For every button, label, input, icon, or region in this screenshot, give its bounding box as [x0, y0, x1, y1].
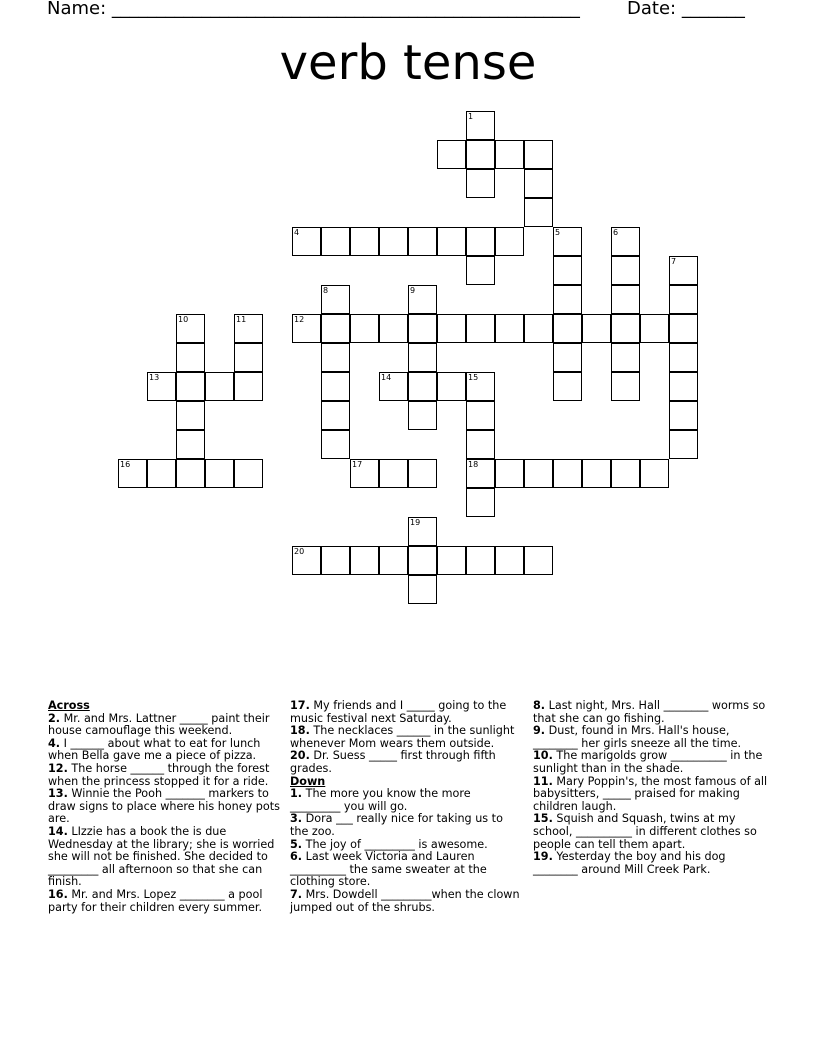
crossword-cell[interactable]: [321, 285, 350, 314]
clue-down-7: 7. Mrs. Dowdell _________when the clown jumped out of the shrubs.: [290, 887, 520, 914]
crossword-cell[interactable]: [292, 227, 321, 256]
crossword-cell[interactable]: [321, 430, 350, 459]
crossword-cell[interactable]: [321, 372, 350, 401]
clue-down-11: 11. Mary Poppin's, the most famous of all babysitters, _____ praised for making children laugh.: [533, 774, 768, 813]
clue-number: 10: [178, 315, 189, 324]
crossword-cell[interactable]: [524, 169, 553, 198]
crossword-cell[interactable]: [321, 314, 350, 343]
crossword-cell[interactable]: [147, 459, 176, 488]
crossword-cell[interactable]: [437, 140, 466, 169]
crossword-cell[interactable]: [582, 314, 611, 343]
page-title: verb tense: [279, 35, 537, 91]
crossword-cell[interactable]: [466, 227, 495, 256]
crossword-cell[interactable]: [524, 459, 553, 488]
crossword-cell[interactable]: [669, 285, 698, 314]
crossword-cell[interactable]: [234, 314, 263, 343]
crossword-cell[interactable]: [321, 227, 350, 256]
crossword-cell[interactable]: [234, 459, 263, 488]
clue-number: 14: [381, 373, 392, 382]
crossword-cell[interactable]: [466, 140, 495, 169]
clue-down-10: 10. The marigolds grow __________ in the sunlight than in the shade.: [533, 749, 763, 775]
crossword-cell[interactable]: [640, 459, 669, 488]
clue-number: 8: [323, 286, 329, 295]
crossword-cell[interactable]: [669, 314, 698, 343]
crossword-cell[interactable]: [292, 546, 321, 575]
crossword-cell[interactable]: [553, 256, 582, 285]
clue-number: 5: [555, 228, 561, 237]
crossword-cell[interactable]: [176, 459, 205, 488]
crossword-cell[interactable]: [408, 227, 437, 256]
crossword-cell[interactable]: [524, 140, 553, 169]
crossword-cell[interactable]: [611, 285, 640, 314]
clue-across-16: 16. Mr. and Mrs. Lopez ________ a pool party for their children every summer.: [48, 887, 263, 914]
clue-across-13: 13. Winnie the Pooh _______ markers to draw signs to place where his honey pots are.: [48, 787, 280, 826]
crossword-cell[interactable]: [379, 314, 408, 343]
crossword-cell[interactable]: [147, 372, 176, 401]
crossword-cell[interactable]: [234, 343, 263, 372]
date-label: Date:: [627, 0, 677, 19]
name-label: Name:: [47, 0, 107, 19]
crossword-cell[interactable]: [553, 314, 582, 343]
clue-down-19: 19. Yesterday the boy and his dog ________ around Mill Creek Park.: [533, 850, 726, 876]
clues-column-3: [533, 700, 773, 876]
clue-down-3: 3. Dora ___ really nice for taking us to the zoo.: [290, 812, 503, 838]
clue-number: 4: [294, 228, 300, 237]
crossword-cell[interactable]: [350, 546, 379, 575]
crossword-cell[interactable]: [437, 314, 466, 343]
crossword-cell[interactable]: [176, 401, 205, 430]
crossword-cell[interactable]: [408, 285, 437, 314]
crossword-cell[interactable]: [350, 459, 379, 488]
clue-number: 12: [294, 315, 305, 324]
crossword-cell[interactable]: [408, 546, 437, 575]
clue-number: 20: [294, 547, 305, 556]
crossword-cell[interactable]: [408, 517, 437, 546]
crossword-cell[interactable]: [176, 343, 205, 372]
crossword-cell[interactable]: [553, 227, 582, 256]
crossword-cell[interactable]: [611, 314, 640, 343]
clues-column-1: [48, 700, 282, 914]
clue-number: 13: [149, 373, 160, 382]
crossword-cell[interactable]: [669, 256, 698, 285]
clue-across-12: 12. The horse ______ through the forest when the princess stopped it for a ride.: [48, 761, 270, 788]
clue-down-5: 5. The joy of _________ is awesome.: [290, 837, 488, 851]
crossword-cell[interactable]: [611, 343, 640, 372]
crossword-cell[interactable]: [176, 314, 205, 343]
crossword-cell[interactable]: [437, 546, 466, 575]
clue-across-20: 20. Dr. Suess _____ first through fifth grades.: [290, 749, 496, 775]
crossword-cell[interactable]: [176, 372, 205, 401]
clue-number: 19: [410, 518, 421, 527]
name-line: ____________________________________________________: [111, 0, 580, 19]
clue-number: 9: [410, 286, 416, 295]
crossword-cell[interactable]: [611, 459, 640, 488]
crossword-cell[interactable]: [379, 372, 408, 401]
crossword-cell[interactable]: [350, 227, 379, 256]
crossword-cell[interactable]: [466, 401, 495, 430]
clue-down-8: 8. Last night, Mrs. Hall ________ worms so that she can go fishing.: [533, 699, 766, 725]
clue-number: 18: [468, 460, 479, 469]
crossword-cell[interactable]: [379, 546, 408, 575]
crossword-cell[interactable]: [495, 140, 524, 169]
crossword-cell[interactable]: [669, 401, 698, 430]
crossword-cell[interactable]: [611, 372, 640, 401]
crossword-cell[interactable]: [553, 285, 582, 314]
crossword-cell[interactable]: [611, 256, 640, 285]
crossword-cell[interactable]: [205, 459, 234, 488]
crossword-cell[interactable]: [408, 459, 437, 488]
clue-across-4: 4. I ______ about what to eat for lunch when Bella gave me a piece of pizza.: [48, 736, 261, 763]
crossword-cell[interactable]: [495, 227, 524, 256]
crossword-cell[interactable]: [495, 459, 524, 488]
clue-across-18: 18. The necklaces ______ in the sunlight whenever Mom wears them outside.: [290, 724, 515, 750]
clue-number: 6: [613, 228, 619, 237]
clue-across-17: 17. My friends and I _____ going to the music festival next Saturday.: [290, 699, 507, 725]
crossword-cell[interactable]: [524, 546, 553, 575]
clue-number: 11: [236, 315, 247, 324]
crossword-cell[interactable]: [466, 314, 495, 343]
crossword-cell[interactable]: [408, 314, 437, 343]
crossword-cell[interactable]: [495, 546, 524, 575]
crossword-cell[interactable]: [437, 372, 466, 401]
crossword-cell[interactable]: [408, 372, 437, 401]
crossword-cell[interactable]: [669, 343, 698, 372]
crossword-cell[interactable]: [582, 459, 611, 488]
crossword-cell[interactable]: [408, 343, 437, 372]
clue-number: 7: [671, 257, 677, 266]
clue-down-6: 6. Last week Victoria and Lauren __________ the same sweater at the clothing store.: [290, 850, 487, 889]
clue-number: 15: [468, 373, 479, 382]
clue-down-15: 15. Squish and Squash, twins at my school, __________ in different clothes so people can tell them apart.: [533, 812, 757, 851]
across-heading: Across: [48, 699, 90, 712]
clue-down-9: 9. Dust, found in Mrs. Hall's house, ________ her girls sneeze all the time.: [533, 724, 742, 750]
crossword-cell[interactable]: [466, 372, 495, 401]
crossword-cell[interactable]: [669, 430, 698, 459]
crossword-cell[interactable]: [611, 227, 640, 256]
crossword-cell[interactable]: [321, 343, 350, 372]
crossword-cell[interactable]: [553, 343, 582, 372]
crossword-cell[interactable]: [466, 459, 495, 488]
down-heading: Down: [290, 774, 326, 788]
crossword-cell[interactable]: [321, 401, 350, 430]
crossword-cell[interactable]: [118, 459, 147, 488]
crossword-cell[interactable]: [640, 314, 669, 343]
crossword-cell[interactable]: [495, 314, 524, 343]
clue-across-14: 14. LIzzie has a book the is due Wednesday at the library; she is worried she will not be finished. She decided to _________ all afternoon so that she can finish.: [48, 824, 275, 889]
crossword-cell[interactable]: [553, 459, 582, 488]
crossword-cell[interactable]: [466, 430, 495, 459]
crossword-cell[interactable]: [466, 488, 495, 517]
date-line: _______: [681, 0, 745, 19]
crossword-cell[interactable]: [408, 575, 437, 604]
crossword-cell[interactable]: [379, 459, 408, 488]
crossword-cell[interactable]: [553, 372, 582, 401]
clue-number: 16: [120, 460, 131, 469]
clue-down-1: 1. The more you know the more _________ you will go.: [290, 787, 471, 813]
crossword-cell[interactable]: [292, 314, 321, 343]
crossword-cell[interactable]: [350, 314, 379, 343]
crossword-cell[interactable]: [524, 314, 553, 343]
clue-across-2: 2. Mr. and Mrs. Lattner _____ paint their house camouflage this weekend.: [48, 711, 270, 738]
crossword-cell[interactable]: [379, 227, 408, 256]
crossword-cell[interactable]: [466, 256, 495, 285]
crossword-cell[interactable]: [524, 198, 553, 227]
clue-number: 1: [468, 112, 474, 121]
crossword-cell[interactable]: [321, 546, 350, 575]
crossword-cell[interactable]: [466, 169, 495, 198]
crossword-cell[interactable]: [205, 372, 234, 401]
crossword-cell[interactable]: [466, 546, 495, 575]
clue-number: 17: [352, 460, 363, 469]
crossword-cell[interactable]: [408, 401, 437, 430]
crossword-cell[interactable]: [669, 372, 698, 401]
crossword-cell[interactable]: [466, 111, 495, 140]
crossword-cell[interactable]: [437, 227, 466, 256]
crossword-cell[interactable]: [234, 372, 263, 401]
crossword-cell[interactable]: [176, 430, 205, 459]
clues-column-2: [290, 700, 524, 914]
